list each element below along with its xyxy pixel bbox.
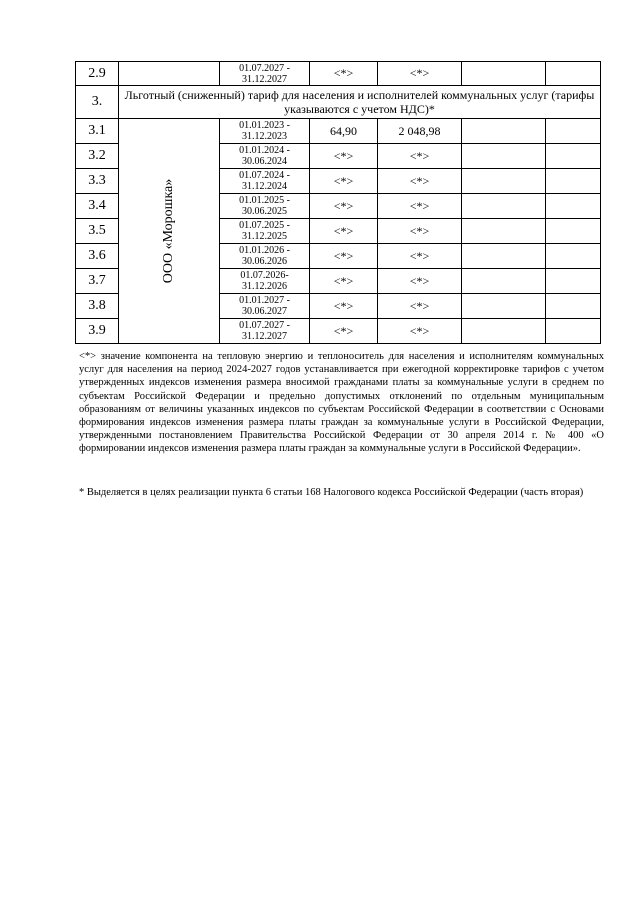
table-row	[76, 119, 601, 144]
value-cell-4	[546, 319, 601, 344]
value-cell-4	[546, 244, 601, 269]
value-cell-2: <*>	[378, 294, 462, 319]
period-cell: 01.01.2024 - 30.06.2024	[220, 144, 310, 169]
row-number: 3.9	[76, 319, 119, 344]
value-cell-4	[546, 269, 601, 294]
section-row	[76, 86, 601, 119]
value-cell-3	[462, 62, 546, 86]
period-cell: 01.01.2023 - 31.12.2023	[220, 119, 310, 144]
value-cell-1: <*>	[310, 144, 378, 169]
tariff-table	[75, 61, 601, 344]
value-cell-4	[546, 294, 601, 319]
row-number: 3.5	[76, 219, 119, 244]
value-cell-2: <*>	[378, 319, 462, 344]
row-number: 3.7	[76, 269, 119, 294]
row-number: 3.6	[76, 244, 119, 269]
row-number: 3.8	[76, 294, 119, 319]
section-title: Льготный (сниженный) тариф для населения и исполнителей коммунальных услуг (тарифы указываются с учетом НДС)*	[119, 86, 601, 119]
row-number: 3.2	[76, 144, 119, 169]
value-cell-1: <*>	[310, 62, 378, 86]
period-cell: 01.07.2025 - 31.12.2025	[220, 219, 310, 244]
value-cell-4	[546, 194, 601, 219]
value-cell-2: <*>	[378, 144, 462, 169]
value-cell-2: <*>	[378, 169, 462, 194]
value-cell-1: <*>	[310, 169, 378, 194]
value-cell-4	[546, 144, 601, 169]
organization-cell	[119, 62, 220, 86]
value-cell-1: <*>	[310, 319, 378, 344]
period-cell: 01.01.2025 - 30.06.2025	[220, 194, 310, 219]
period-cell: 01.07.2026- 31.12.2026	[220, 269, 310, 294]
value-cell-1: <*>	[310, 194, 378, 219]
row-number: 3.1	[76, 119, 119, 144]
value-cell-2: <*>	[378, 269, 462, 294]
value-cell-3	[462, 244, 546, 269]
value-cell-3	[462, 219, 546, 244]
table-row	[76, 62, 601, 86]
value-cell-1: <*>	[310, 269, 378, 294]
row-number: 2.9	[76, 62, 119, 86]
period-cell: 01.01.2026 - 30.06.2026	[220, 244, 310, 269]
value-cell-3	[462, 294, 546, 319]
row-number: 3.4	[76, 194, 119, 219]
value-cell-4	[546, 169, 601, 194]
value-cell-1: <*>	[310, 244, 378, 269]
value-cell-1: <*>	[310, 219, 378, 244]
section-number: 3.	[76, 86, 119, 119]
period-cell: 01.01.2027 - 30.06.2027	[220, 294, 310, 319]
value-cell-2: <*>	[378, 244, 462, 269]
value-cell-4	[546, 119, 601, 144]
value-cell-3	[462, 144, 546, 169]
value-cell-2: 2 048,98	[378, 119, 462, 144]
value-cell-2: <*>	[378, 194, 462, 219]
value-cell-4	[546, 62, 601, 86]
value-cell-2: <*>	[378, 219, 462, 244]
organization-cell	[119, 119, 220, 344]
organization-name: ООО «Морошка»	[161, 178, 176, 284]
value-cell-3	[462, 269, 546, 294]
period-cell: 01.07.2024 - 31.12.2024	[220, 169, 310, 194]
period-cell: 01.07.2027 - 31.12.2027	[220, 62, 310, 86]
value-cell-2: <*>	[378, 62, 462, 86]
footnote-marker-explanation: <*> значение компонента на тепловую энергию и теплоноситель для населения и исполнителям коммунальных услуг для населения на период 2024-2027 годов устанавливается при ежегодной корректировке тарифов с учетом утвержденных индексов изменения размера вносимой гражданами платы за коммунальные услуги в среднем по субъектам Российской Федерации и предельно допустимых отклонений по отдельным муниципальным образованиям от величины указанных индексов по субъектам Российской Федерации в соответствии с Основами формирования индексов изменения размера платы граждан за коммунальные услуги в Российской Федерации, утвержденными постановлением Правительства Российской Федерации от 30 апреля 2014 г. № 400 «О формировании индексов изменения размера платы граждан за коммунальные услуги в Российской Федерации».	[79, 351, 604, 455]
value-cell-3	[462, 119, 546, 144]
value-cell-4	[546, 219, 601, 244]
value-cell-1: <*>	[310, 294, 378, 319]
row-number: 3.3	[76, 169, 119, 194]
value-cell-3	[462, 319, 546, 344]
period-cell: 01.07.2027 - 31.12.2027	[220, 319, 310, 344]
value-cell-1: 64,90	[310, 119, 378, 144]
value-cell-3	[462, 194, 546, 219]
footnote-vat: * Выделяется в целях реализации пункта 6 статьи 168 Налогового кодекса Российской Федерации (часть вторая)	[79, 487, 584, 498]
value-cell-3	[462, 169, 546, 194]
